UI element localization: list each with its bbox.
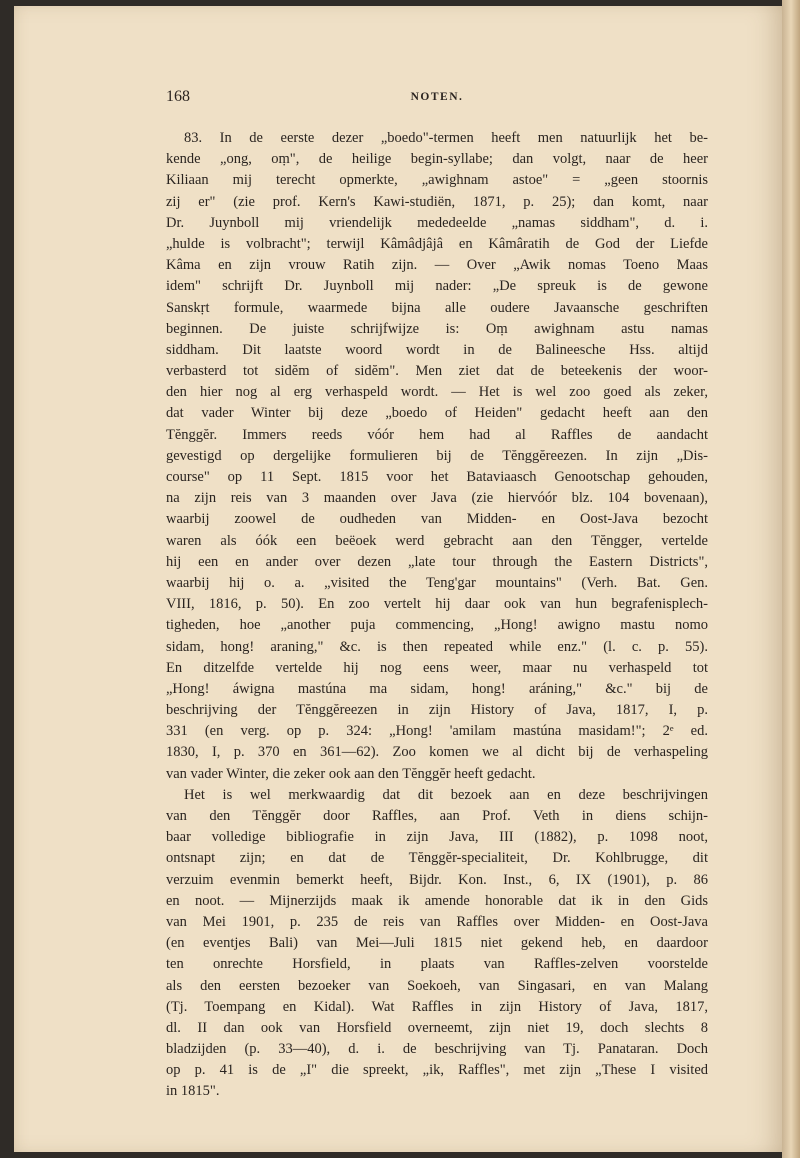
text-line: tigheden, hoe „another puja commencing, „Hong! awigno mastu nomo — [166, 617, 708, 634]
text-line: op p. 41 is de „I" die spreekt, „ik, Raffles", met zijn „These I visited — [166, 1062, 708, 1079]
text-line: den hier nog al erg verhaspeld wordt. — Het is wel zoo goed als zeker, — [166, 384, 708, 401]
text-line: en noot. — Mijnerzijds maak ik amende honorable dat ik in den Gids — [166, 892, 708, 909]
text-line: siddham. Dit laatste woord wordt in de Balineesche Hss. altijd — [166, 341, 708, 358]
text-line: dat vader Winter bij deze „boedo of Heiden" gedacht heeft aan den — [166, 405, 708, 422]
text-line: waren als óók een beëoek werd gebracht aan den Tĕngger, vertelde — [166, 532, 708, 549]
text-line: Tĕnggĕr. Immers reeds vóór hem had al Raffles de aandacht — [166, 426, 708, 443]
page-edge — [782, 0, 800, 1158]
text-line: sidam, hong! araning," &c. is then repeated while enz." (l. c. p. 55). — [166, 638, 708, 655]
text-line: hij een en ander over dezen „late tour through the Eastern Districts", — [166, 553, 708, 570]
text-line: 83. In de eerste dezer „boedo"-termen heeft men natuurlijk het be- — [184, 130, 708, 146]
text-line: Het is wel merkwaardig dat dit bezoek aan en deze beschrijvingen — [184, 786, 708, 803]
text-line: ten onrechte Horsfield, in plaats van Raffles-zelven voorstelde — [166, 956, 708, 973]
text-line: En ditzelfde vertelde hij nog eens weer, maar nu verhaspeld tot — [166, 659, 708, 676]
text-line: in 1815". — [166, 1083, 220, 1100]
text-line: idem" schrijft Dr. Juynboll mij nader: „De spreuk is de gewone — [166, 278, 708, 295]
text-line: Dr. Juynboll mij vriendelijk mededeelde „namas siddham", d. i. — [166, 214, 708, 231]
text-line: van vader Winter, die zeker ook aan den Tĕnggĕr heeft gedacht. — [166, 765, 536, 782]
page-number: 168 — [166, 88, 190, 105]
text-line: dl. II dan ook van Horsfield overneemt, zijn niet 19, doch slechts 8 — [166, 1019, 708, 1036]
text-line: gevestigd op dergelijke formulieren bij de Tĕnggĕreezen. In zijn „Dis- — [166, 447, 708, 464]
notes-text — [166, 128, 708, 1103]
text-line: „hulde is volbracht"; terwijl Kâmâdjâjâ en Kâmâratih de God der Liefde — [166, 235, 708, 252]
text-line: als den eersten bezoeker van Soekoeh, van Singasari, en van Malang — [166, 977, 708, 994]
text-line: waarbij zoowel de oudheden van Midden- en Oost-Java bezocht — [166, 511, 708, 528]
text-line: beginnen. De juiste schrijfwijze is: Oṃ awighnam astu namas — [166, 320, 708, 337]
text-line: Kiliaan mij terecht opmerkte, „awighnam astoe" = „geen stoornis — [166, 172, 708, 189]
page-header — [166, 88, 708, 110]
text-line: van Mei 1901, p. 235 de reis van Raffles over Midden- en Oost-Java — [166, 913, 708, 930]
text-line: Kâma en zijn vrouw Ratih zijn. — Over „Awik nomas Toeno Maas — [166, 257, 708, 274]
text-line: (Tj. Toempang en Kidal). Wat Raffles in zijn History of Java, 1817, — [166, 998, 708, 1015]
text-line: baar volledige bibliografie in zijn Java, III (1882), p. 1098 noot, — [166, 829, 708, 846]
text-line: 1830, I, p. 370 en 361—62). Zoo komen we al dicht bij de verhaspeling — [166, 744, 708, 761]
text-line: course" op 11 Sept. 1815 voor het Bataviaasch Genootschap gehouden, — [166, 469, 708, 485]
text-line: verbasterd tot sidĕm of sidĕm". Men ziet dat de beteekenis der woor- — [166, 363, 708, 380]
text-line: Sanskṛt formule, waarmede bijna alle oudere Javaansche geschriften — [166, 299, 708, 316]
text-line: 331 (en verg. op p. 324: „Hong! 'amilam mastúna masidam!"; 2ᵉ ed. — [166, 723, 708, 740]
running-title: NOTEN. — [410, 91, 464, 103]
text-line: bladzijden (p. 33—40), d. i. de beschrijving van Tj. Panataran. Doch — [166, 1041, 708, 1058]
text-line: (en eventjes Bali) van Mei—Juli 1815 niet gekend heb, en daardoor — [166, 935, 708, 952]
text-line: zij er" (zie prof. Kern's Kawi-studiën, 1871, p. 25); dan komt, naar — [166, 193, 708, 210]
text-line: na zijn reis van 3 maanden over Java (zie hiervóór blz. 104 bovenaan), — [166, 490, 708, 507]
text-line: waarbij hij o. a. „visited the Teng'gar mountains" (Verh. Bat. Gen. — [166, 574, 708, 591]
text-line: beschrijving der Tĕnggĕreezen in zijn History of Java, 1817, I, p. — [166, 702, 708, 719]
text-line: verzuim evenmin bemerkt heeft, Bijdr. Kon. Inst., 6, IX (1901), p. 86 — [166, 871, 708, 888]
text-line: ontsnapt zijn; en dat de Tĕnggĕr-specialiteit, Dr. Kohlbrugge, dit — [166, 850, 708, 867]
text-line: van den Tĕnggĕr door Raffles, aan Prof. Veth in diens schijn- — [166, 808, 708, 824]
text-line: VIII, 1816, p. 50). En zoo vertelt hij daar ook van hun begrafenisplech- — [166, 596, 708, 613]
text-line: „Hong! áwigna mastúna ma sidam, hong! aráning," &c." bij de — [166, 680, 708, 697]
text-line: kende „ong, oṃ", de heilige begin-syllabe; dan volgt, naar de heer — [166, 151, 708, 168]
